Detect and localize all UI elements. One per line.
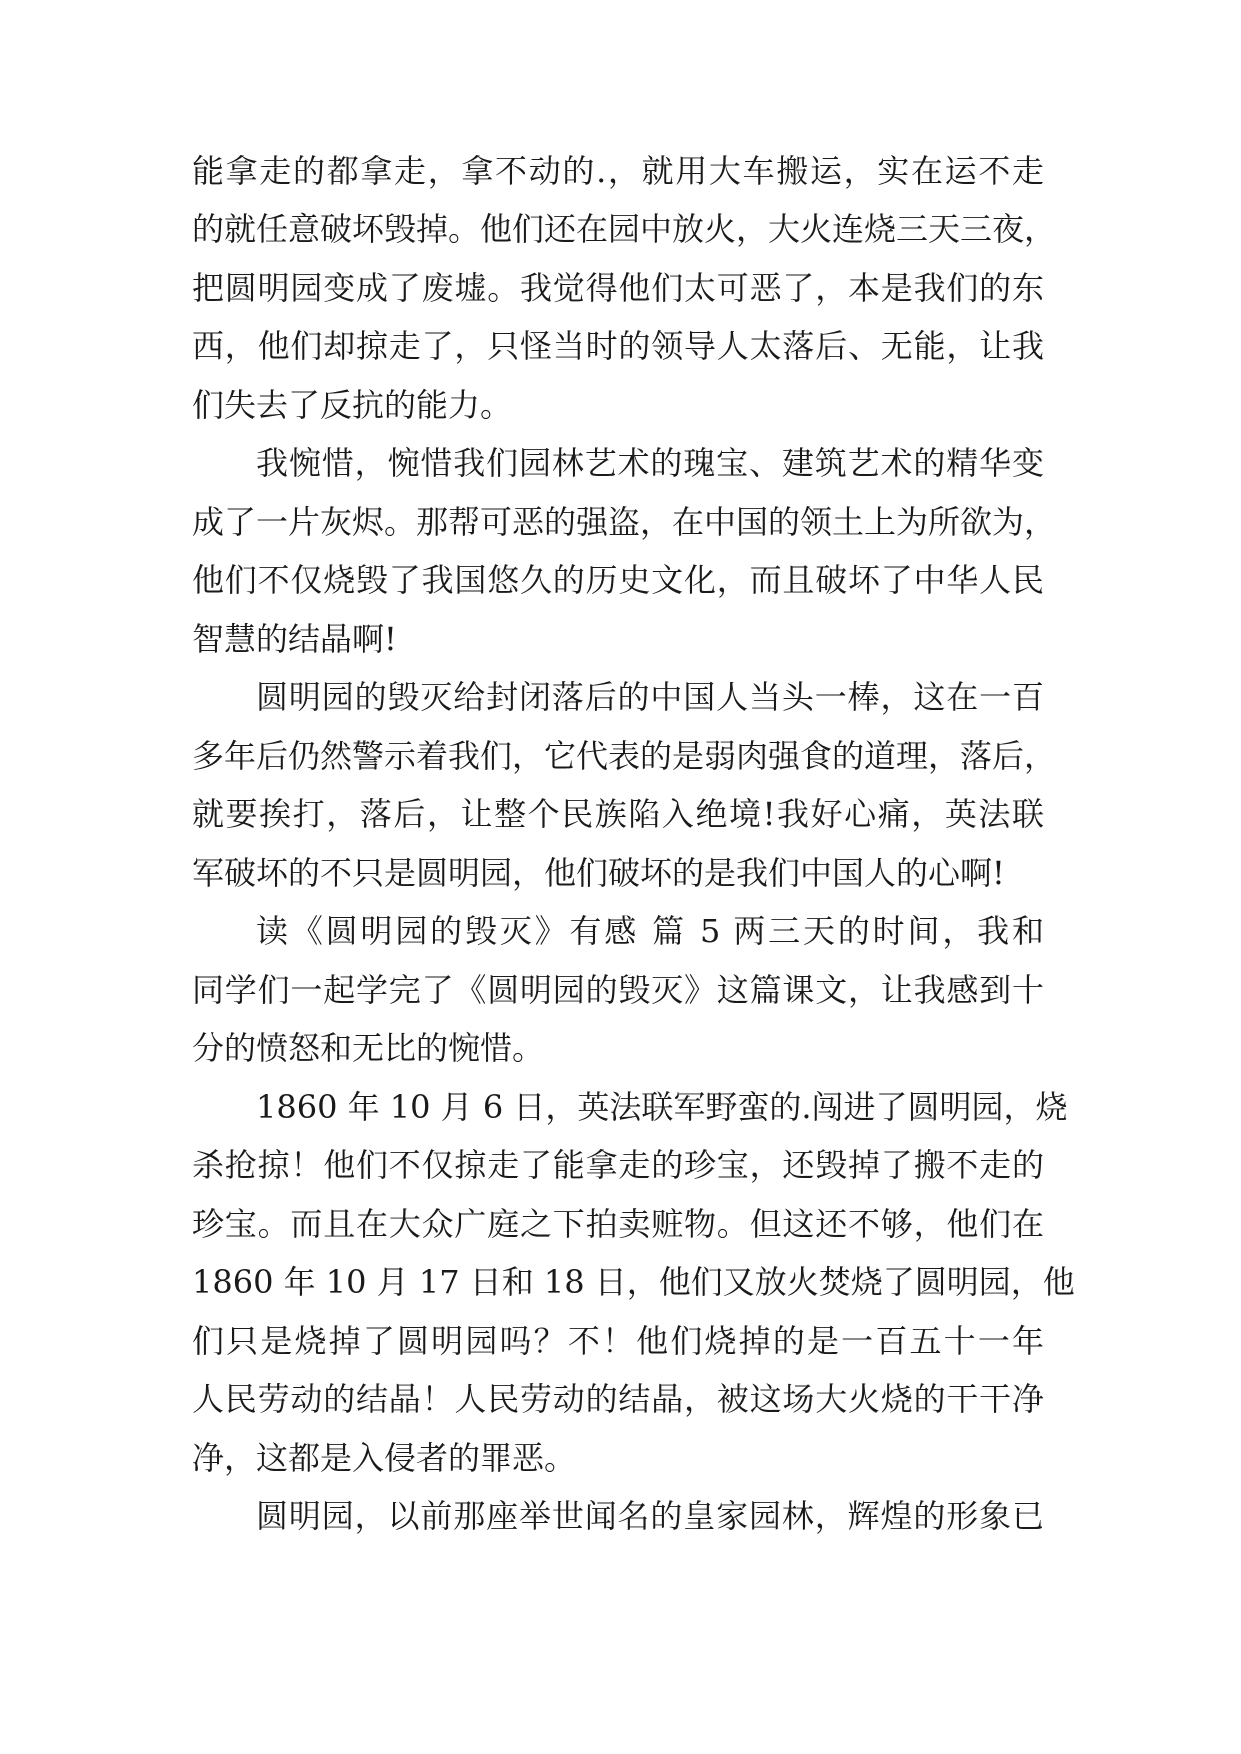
text-line: 1860 年 10 月 17 日和 18 日，他们又放火焚烧了圆明园，他 xyxy=(192,1263,1075,1301)
text-line: 分的愤怒和无比的惋惜。 xyxy=(192,1029,545,1067)
text-line: 同学们一起学完了《圆明园的毁灭》这篇课文，让我感到十 xyxy=(192,971,1044,1009)
text-line: 们失去了反抗的能力。 xyxy=(192,386,513,424)
text-line: 圆明园，以前那座举世闻名的皇家园林，辉煌的形象已 xyxy=(256,1497,1044,1535)
text-line: 他们不仅烧毁了我国悠久的历史文化，而且破坏了中华人民 xyxy=(192,561,1044,599)
text-line: 读《圆明园的毁灭》有感 篇 5 两三天的时间，我和 xyxy=(256,912,1044,950)
text-line: 智慧的结晶啊! xyxy=(192,620,397,658)
text-line: 能拿走的都拿走，拿不动的.，就用大车搬运，实在运不走 xyxy=(192,152,1044,190)
text-line: 我惋惜，惋惜我们园林艺术的瑰宝、建筑艺术的精华变 xyxy=(256,444,1044,482)
text-line: 珍宝。而且在大众广庭之下拍卖赃物。但这还不够，他们在 xyxy=(192,1205,1044,1243)
text-line: 的就任意破坏毁掉。他们还在园中放火，大火连烧三天三夜， xyxy=(192,210,1057,248)
text-line: 们只是烧掉了圆明园吗？不！他们烧掉的是一百五十一年 xyxy=(192,1322,1044,1360)
text-line: 1860 年 10 月 6 日，英法联军野蛮的.闯进了圆明园，烧 xyxy=(256,1088,1068,1126)
text-line: 军破坏的不只是圆明园，他们破坏的是我们中国人的心啊! xyxy=(192,854,1005,892)
text-line: 西，他们却掠走了，只怪当时的领导人太落后、无能，让我 xyxy=(192,327,1044,365)
text-line: 把圆明园变成了废墟。我觉得他们太可恶了，本是我们的东 xyxy=(192,269,1044,307)
text-line: 净，这都是入侵者的罪恶。 xyxy=(192,1439,577,1477)
text-line: 多年后仍然警示着我们，它代表的是弱肉强食的道理，落后， xyxy=(192,737,1057,775)
text-line: 人民劳动的结晶！人民劳动的结晶，被这场大火烧的干干净 xyxy=(192,1380,1044,1418)
text-line: 成了一片灰烬。那帮可恶的强盗，在中国的领土上为所欲为， xyxy=(192,503,1057,541)
text-line: 杀抢掠！他们不仅掠走了能拿走的珍宝，还毁掉了搬不走的 xyxy=(192,1146,1044,1184)
text-line: 就要挨打，落后，让整个民族陷入绝境!我好心痛，英法联 xyxy=(192,795,1044,833)
text-line: 圆明园的毁灭给封闭落后的中国人当头一棒，这在一百 xyxy=(256,678,1044,716)
